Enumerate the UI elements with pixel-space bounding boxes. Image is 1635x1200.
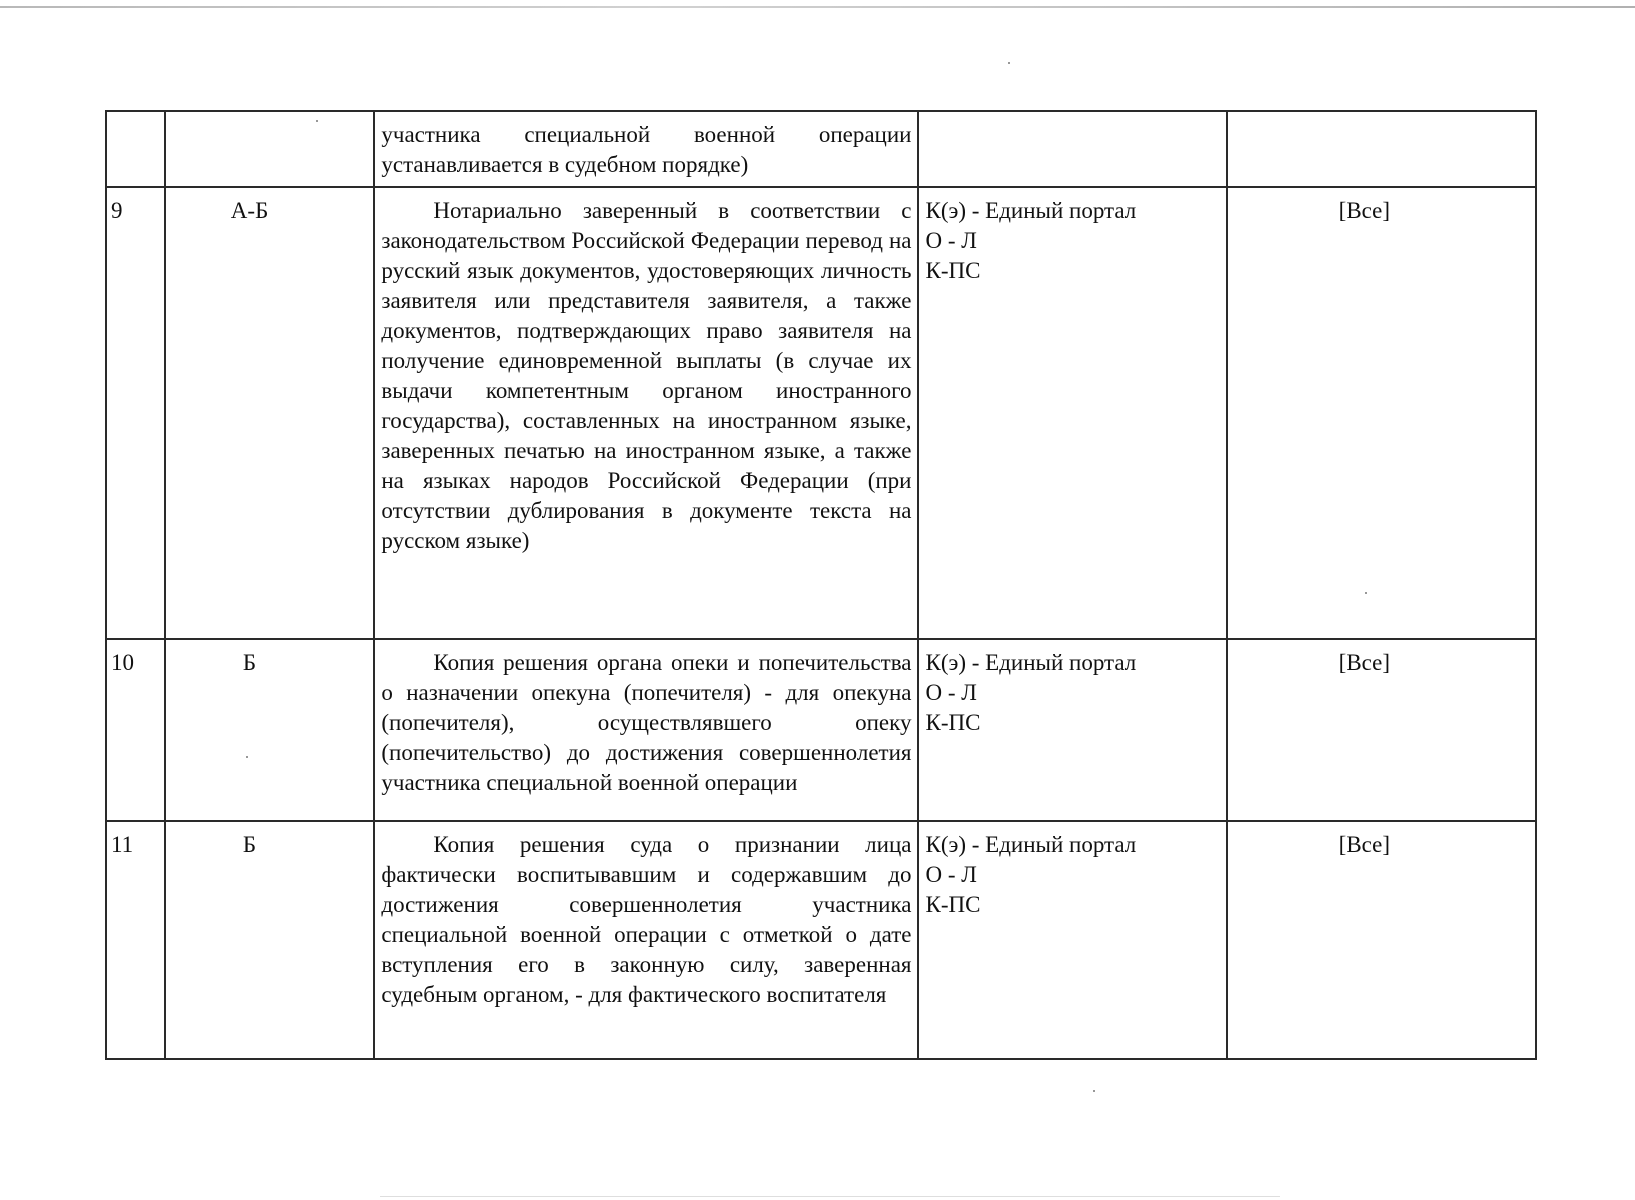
document-description-cell [374,821,918,1059]
table-row [106,639,1536,821]
submission-form-line: К(э) - Единый портал [925,198,1137,223]
scan-speck [1093,1090,1095,1092]
submission-form-line: К(э) - Единый портал [925,832,1137,857]
applicability-cell [1227,111,1536,187]
submission-form-line: К(э) - Единый портал [925,650,1137,675]
applicant-group-cell: А-Б [165,187,375,639]
document-description-cell: участника специальной военной операции устанавливается в судебном порядке) [374,111,918,187]
applicability-cell: [Все] [1227,821,1536,1059]
row-number-cell: 11 [106,821,165,1059]
submission-form-cell [918,639,1226,821]
row-number-cell: 10 [106,639,165,821]
submission-form-cell [918,821,1226,1059]
applicability-cell: [Все] [1227,187,1536,639]
applicability-cell: [Все] [1227,639,1536,821]
table-row [106,187,1536,639]
document-description-text: Копия решения органа опеки и попечительства о назначении опекуна (попечителя) - для опекуна (попечителя), осуществлявшего опеку (попечительство) до достижения совершеннолетия участника специальной военной операции [381,650,912,795]
document-description-cell [374,187,918,639]
submission-form-line: О - Л [925,862,977,887]
scan-speck [1365,592,1367,594]
document-description-cell [374,639,918,821]
submission-form-cell [918,111,1226,187]
table-row [106,821,1536,1059]
submission-form-line: О - Л [925,228,977,253]
submission-form-line: О - Л [925,680,977,705]
table-row-continuation [106,111,1536,187]
applicant-group-cell: Б [165,821,375,1059]
scan-edge-bottom [380,1196,1280,1197]
submission-form-line: К-ПС [925,710,981,735]
applicant-group-cell [165,111,375,187]
row-number-cell [106,111,165,187]
scan-speck [246,756,248,758]
submission-form-line: К-ПС [925,258,981,283]
document-description-text: Нотариально заверенный в соответствии с законодательством Российской Федерации перевод на русский язык документов, удостоверяющих личность заявителя или представителя заявителя, а также документов, подтверждающих право заявителя на получение единовременной выплаты (в случае их выдачи компетентным органом иностранного государства), составленных на иностранном языке, заверенных печатью на иностранном языке, а также на языках народов Российской Федерации (при отсутствии дублирования в документе текста на русском языке) [381,198,912,553]
submission-form-line: К-ПС [925,892,981,917]
scan-speck [316,120,318,122]
scan-speck [1008,62,1010,64]
documents-table [105,110,1537,1060]
document-description-text: Копия решения суда о признании лица фактически воспитывавшим и содержавшим до достижения совершеннолетия участника специальной военной операции с отметкой о дате вступления его в законную силу, заверенная судебным органом, - для фактического воспитателя [381,832,912,1007]
row-number-cell: 9 [106,187,165,639]
submission-form-cell [918,187,1226,639]
applicant-group-cell: Б [165,639,375,821]
scan-edge-top [0,6,1635,8]
